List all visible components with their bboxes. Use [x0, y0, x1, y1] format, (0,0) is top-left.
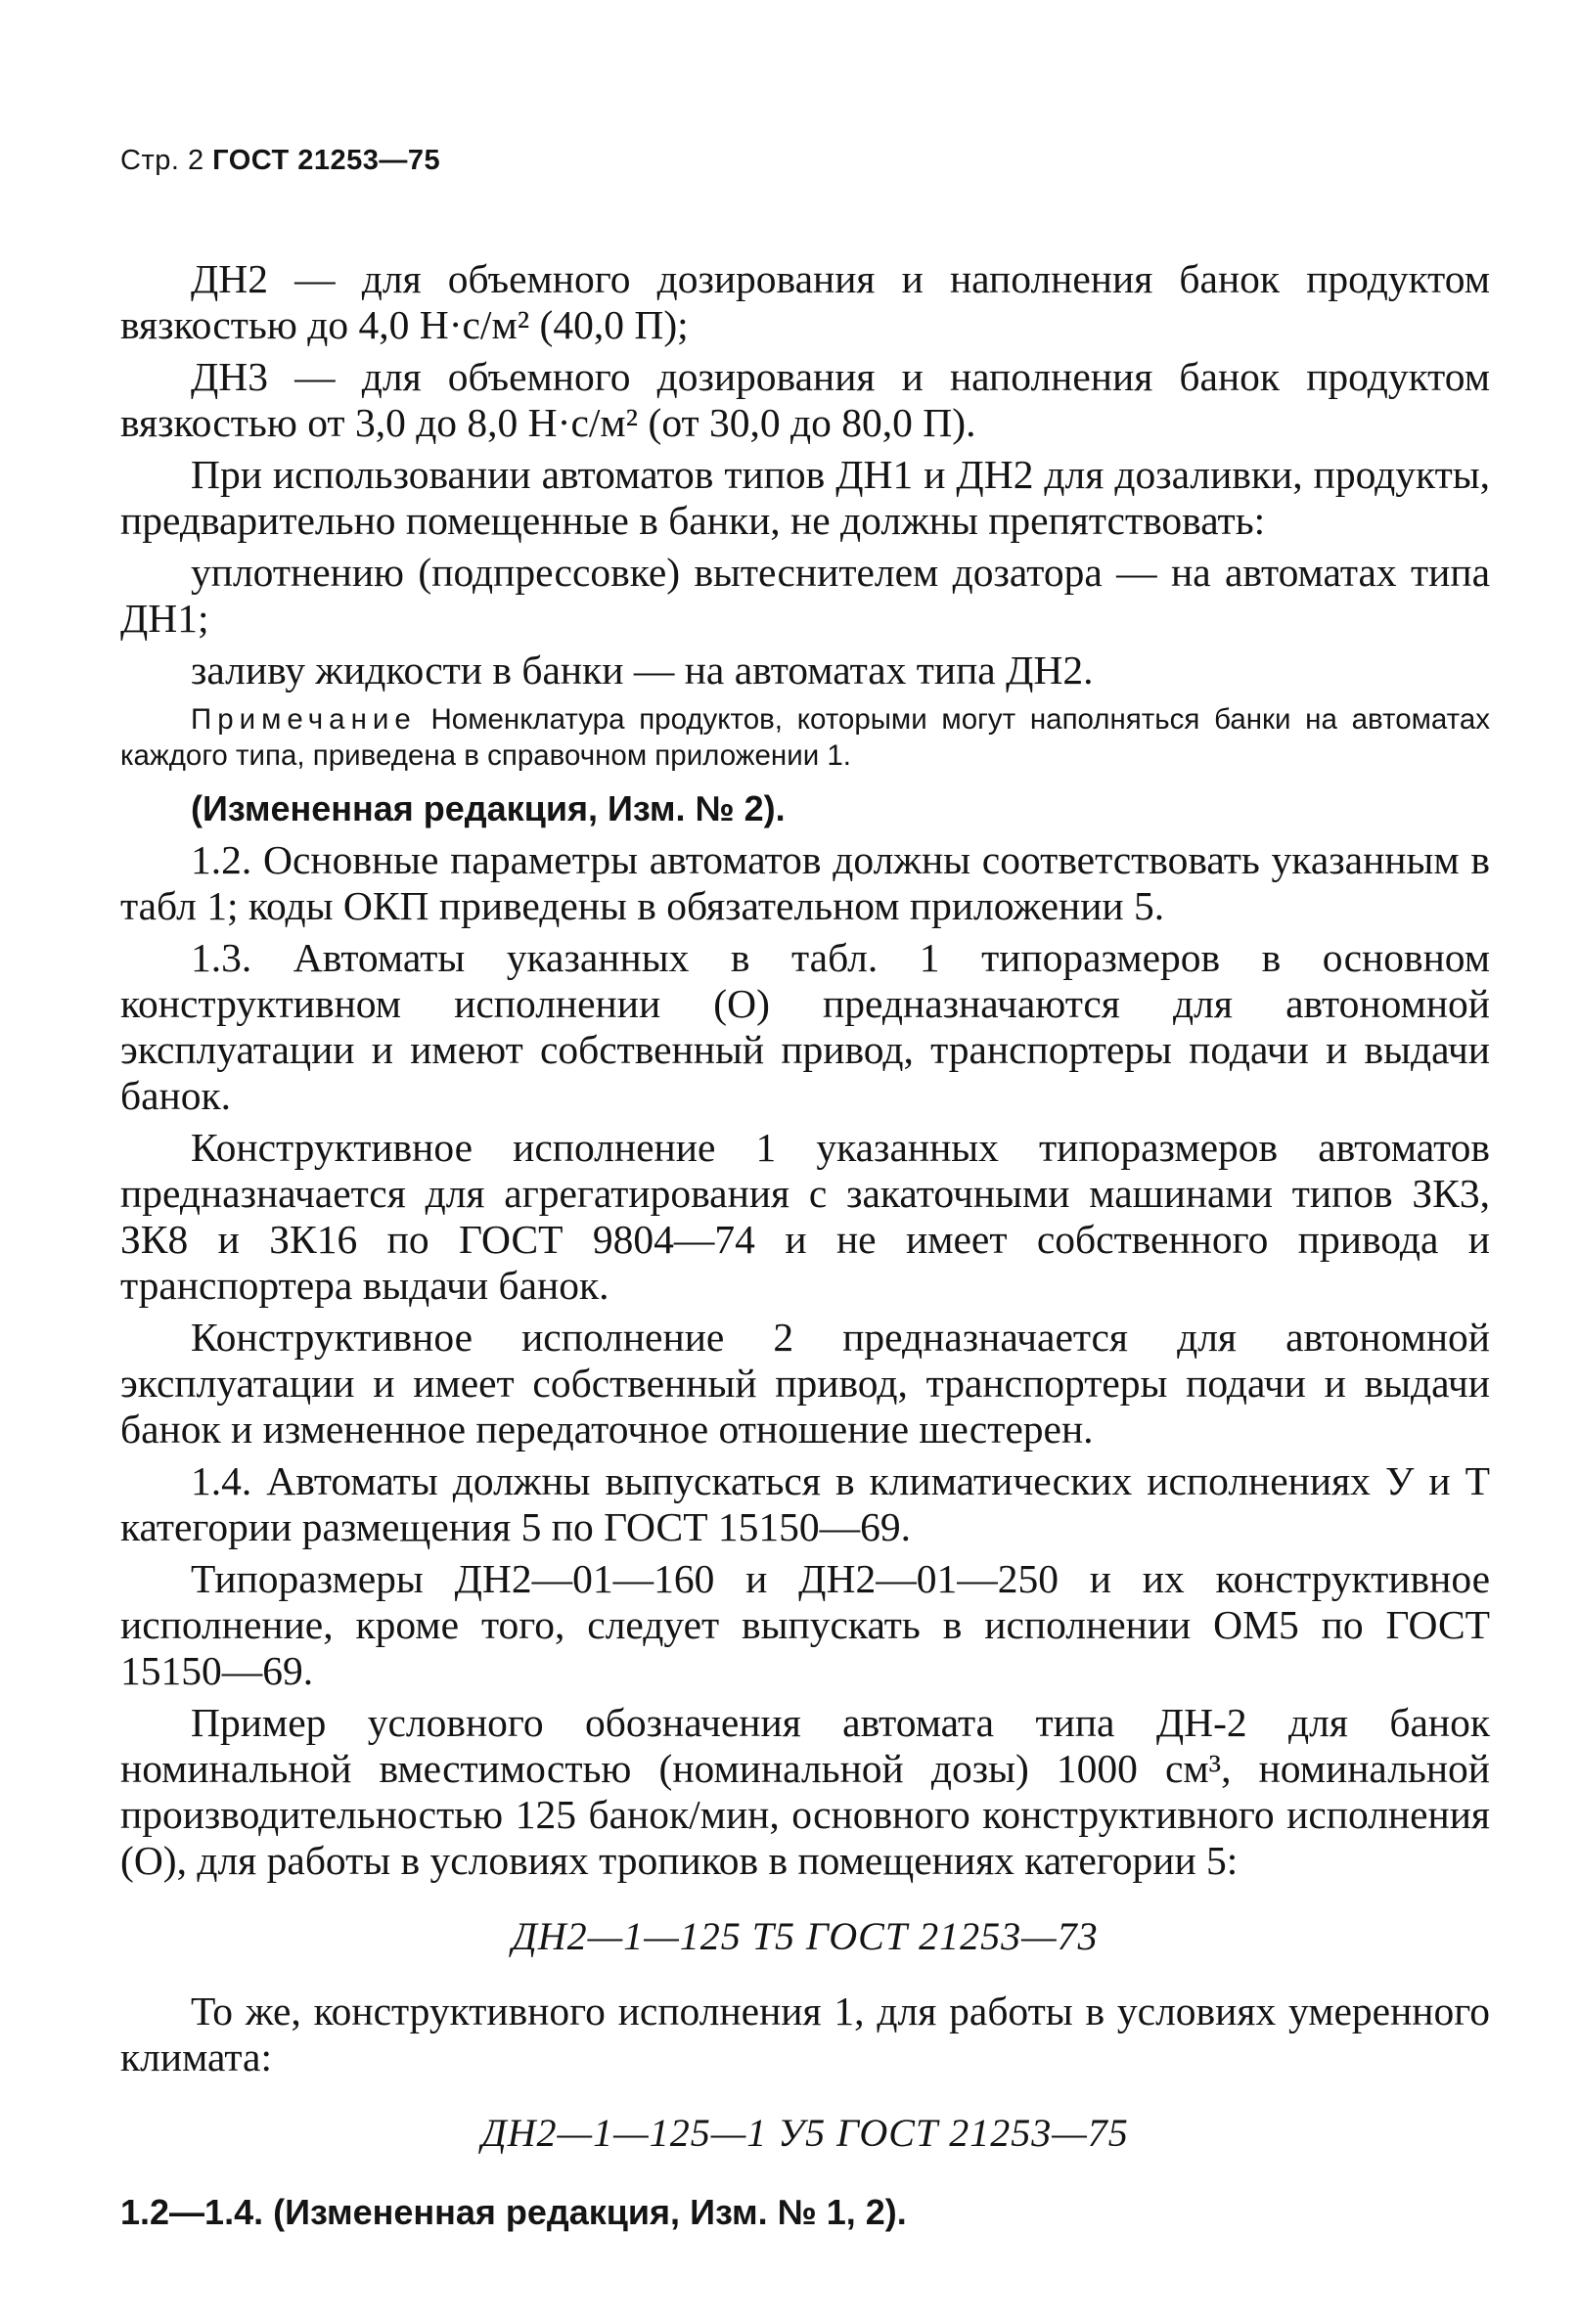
- page-number: Стр. 2: [120, 145, 204, 176]
- designation-same: То же, конструктивного исполнения 1, для работы в условиях умеренного климата:: [120, 1989, 1490, 2079]
- paragraph-dn2: ДН2 — для объемного дозирования и наполнения банок продуктом вязкостью до 4,0 Н·с/м² (40,0 П);: [120, 256, 1490, 347]
- clause-1-3-variant-2: Конструктивное исполнение 2 предназначается для автономной эксплуатации и имеет собственный привод, транспортеры подачи и выдачи банок и измененное передаточное отношение шестерен.: [120, 1315, 1490, 1452]
- document-body: [120, 256, 1490, 2241]
- paragraph-usage: При использовании автоматов типов ДН1 и ДН2 для дозаливки, продукты, предварительно помещенные в банки, не должны препятствовать:: [120, 452, 1490, 543]
- clause-1-4: 1.4. Автоматы должны выпускаться в климатических исполнениях У и Т категории размещения 5 по ГОСТ 15150—69.: [120, 1458, 1490, 1549]
- standard-number: ГОСТ 21253—75: [212, 145, 441, 176]
- clause-1-2: 1.2. Основные параметры автоматов должны соответствовать указанным в табл 1; коды ОКП приведены в обязательном приложении 5.: [120, 837, 1490, 928]
- page-header: [120, 145, 440, 177]
- revision-note-1: (Измененная редакция, Изм. № 2).: [191, 788, 786, 828]
- note: [120, 701, 1490, 774]
- paragraph-compaction: уплотнению (подпрессовке) вытеснителем дозатора — на автоматах типа ДН1;: [120, 550, 1490, 641]
- paragraph-pouring: заливу жидкости в банки — на автоматах типа ДН2.: [191, 648, 1094, 693]
- designation-formula-1: ДН2—1—125 Т5 ГОСТ 21253—73: [512, 1914, 1099, 1958]
- clause-1-4-sizes: Типоразмеры ДН2—01—160 и ДН2—01—250 и их конструктивное исполнение, кроме того, следует выпускать в исполнении ОМ5 по ГОСТ 15150—69.: [120, 1556, 1490, 1693]
- designation-formula-2: ДН2—1—125—1 У5 ГОСТ 21253—75: [481, 2111, 1129, 2155]
- designation-example: Пример условного обозначения автомата типа ДН-2 для банок номинальной вместимостью (номинальной дозы) 1000 см³, номинальной производительностью 125 банок/мин, основного конструктивного исполнения (О), для работы в условиях тропиков в помещениях категории 5:: [120, 1700, 1490, 1883]
- note-text: Номенклатура продуктов, которыми могут наполняться банки на автоматах каждого типа, приведена в справочном приложении 1.: [120, 703, 1490, 772]
- clause-1-3: 1.3. Автоматы указанных в табл. 1 типоразмеров в основном конструктивном исполнении (О) предназначаются для автономной эксплуатации и имеют собственный привод, транспортеры подачи и выдачи банок.: [120, 935, 1490, 1118]
- revision-note-2: 1.2—1.4. (Измененная редакция, Изм. № 1, 2).: [120, 2192, 907, 2232]
- paragraph-dn3: ДН3 — для объемного дозирования и наполнения банок продуктом вязкостью от 3,0 до 8,0 Н·с/м² (от 30,0 до 80,0 П).: [120, 354, 1490, 445]
- clause-1-3-variant-1: Конструктивное исполнение 1 указанных типоразмеров автоматов предназначается для агрегатирования с закаточными машинами типов ЗК3, ЗК8 и ЗК16 по ГОСТ 9804—74 и не имеет собственного привода и транспортера выдачи банок.: [120, 1125, 1490, 1308]
- note-label: Примечание: [191, 703, 417, 736]
